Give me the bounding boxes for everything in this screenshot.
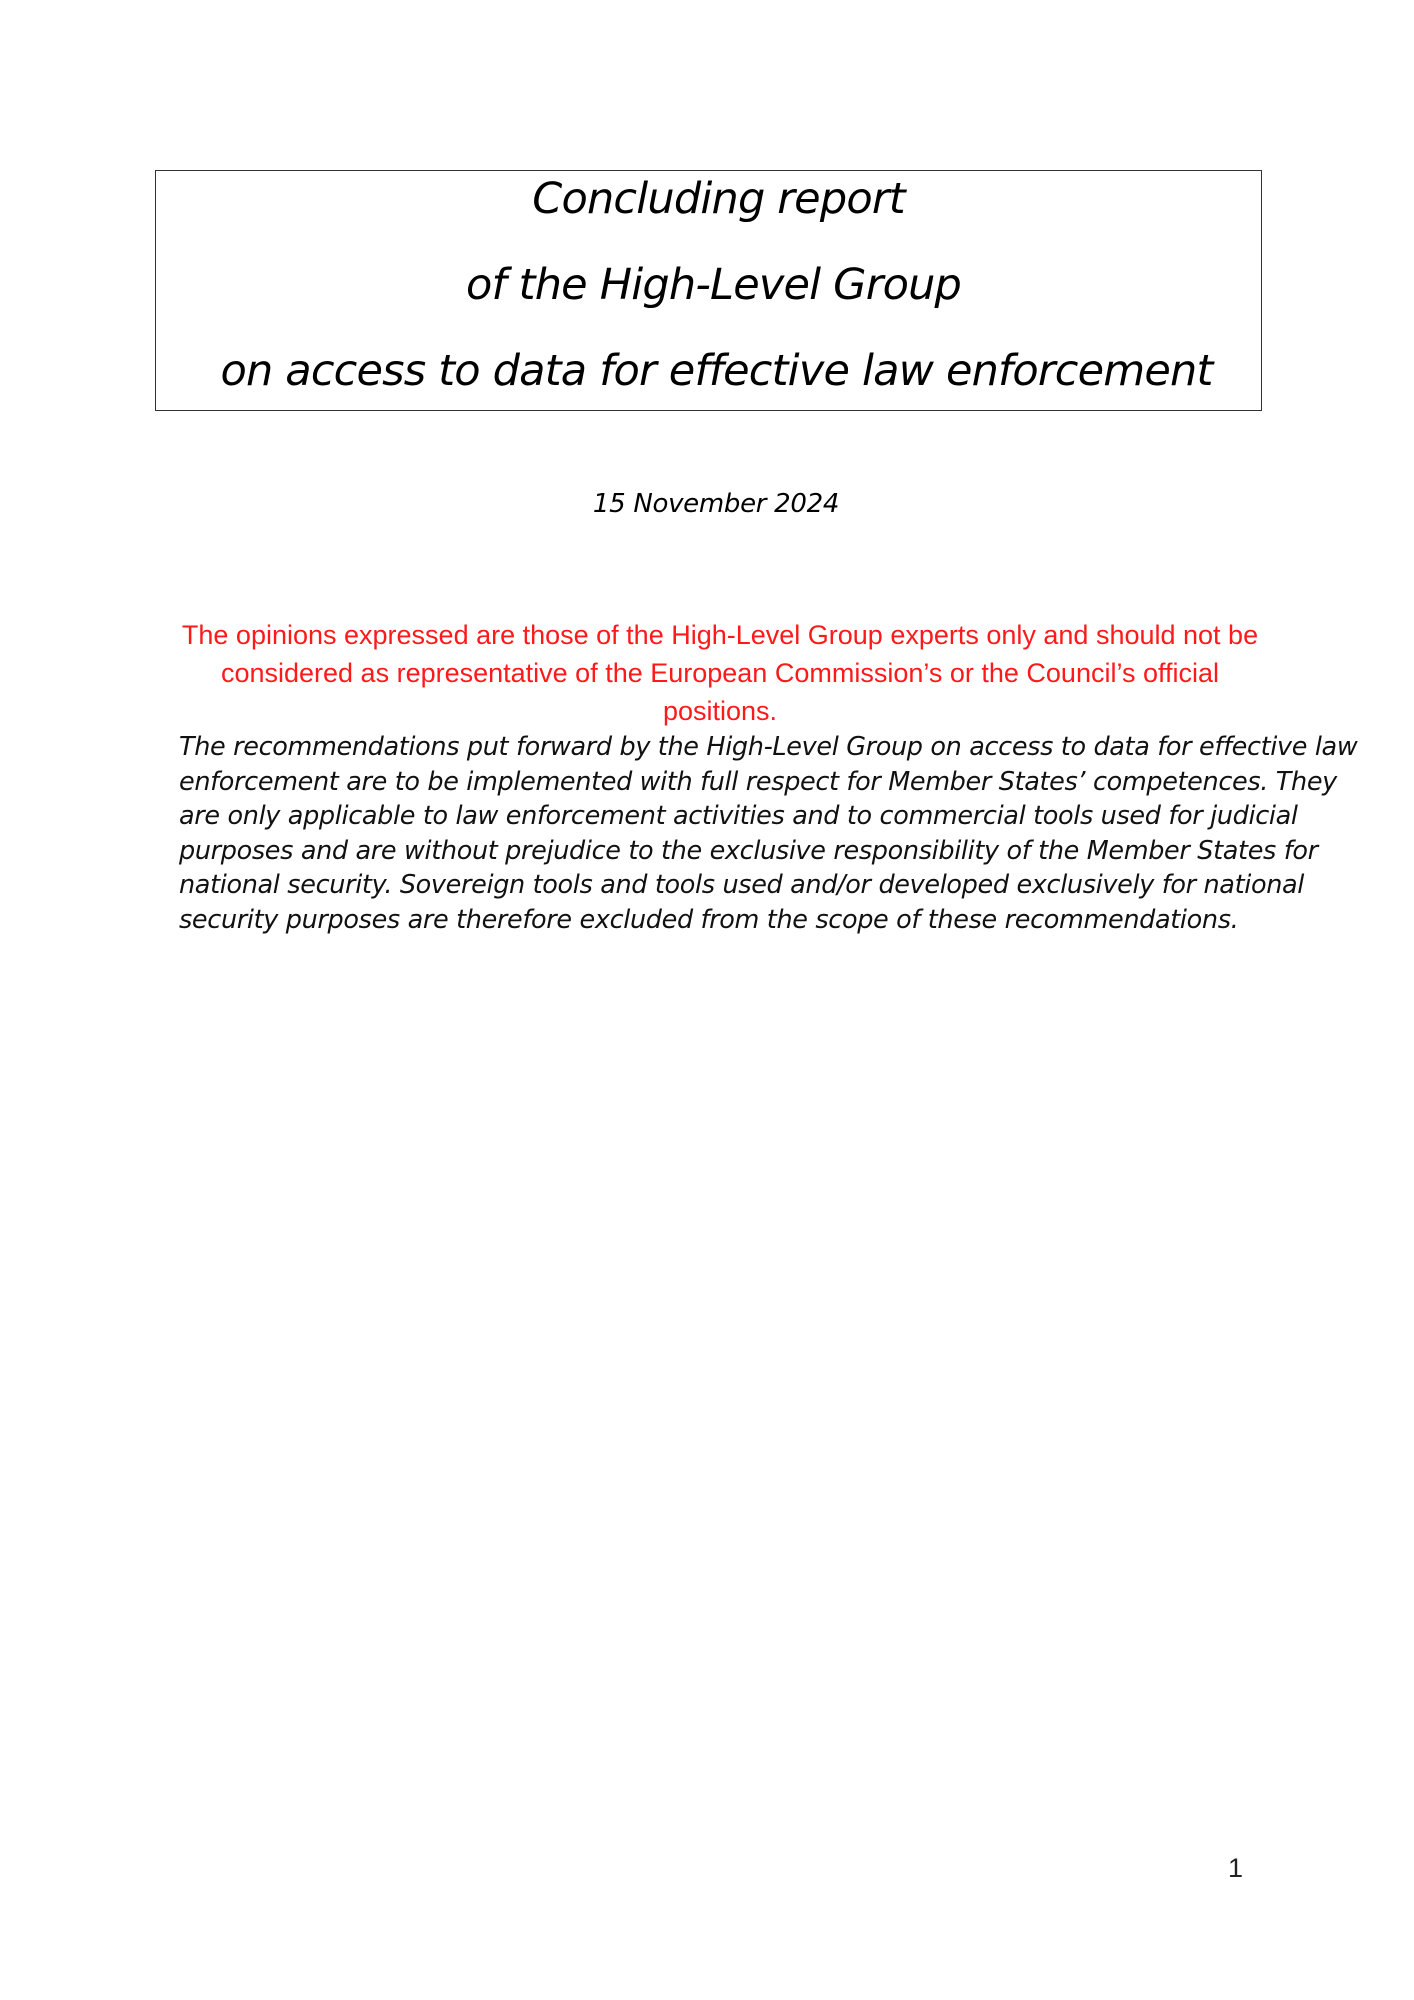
title-box: [155, 170, 1262, 411]
title-line-3: on access to data for effective law enforcement: [220, 346, 1213, 396]
title-line-2: of the High-Level Group: [465, 260, 962, 310]
disclaimer: The opinions expressed are those of the High-Level Group experts only and should not be considered as representative of the European Commission’s or the Council’s official positions.: [181, 620, 1259, 726]
title-line-1: Concluding report: [532, 174, 905, 224]
scope-note: The recommendations put forward by the High-Level Group on access to data for effective law enforcement are to be implemented with full respect for Member States’ competences. They are only applicable to law enforcement activities and to commercial tools used for judicial purposes and are without prejudice to the exclusive responsibility of the Member States for national security. Sovereign tools and tools used and/or developed exclusively for national security purposes are therefore excluded from the scope of these recommendations.: [179, 732, 1358, 935]
report-date: 15 November 2024: [592, 489, 840, 519]
page-number: 1: [1228, 1853, 1244, 1883]
